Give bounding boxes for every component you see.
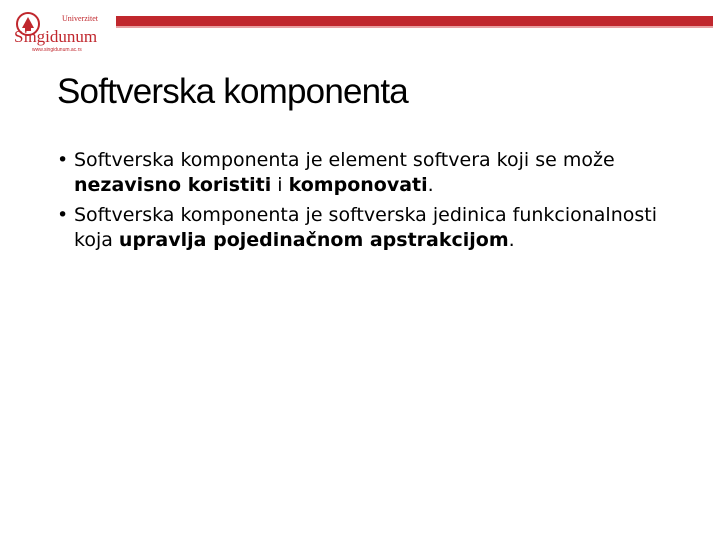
bullet-icon: •: [57, 149, 69, 171]
bullet-item: [57, 148, 677, 198]
bullet-text: i: [271, 174, 289, 196]
university-logo: [12, 10, 112, 54]
bullet-list: [57, 148, 677, 258]
slide-title: Softverska komponenta: [57, 72, 408, 111]
logo-line3: www.singidunum.ac.rs: [32, 47, 82, 53]
bullet-icon: •: [57, 204, 69, 226]
logo-line2: Singidunum: [14, 27, 98, 46]
header-accent-bar: [116, 16, 713, 26]
bullet-text: .: [508, 229, 515, 251]
bullet-bold-text: komponovati: [288, 174, 428, 196]
logo-line1: Univerzitet: [62, 14, 98, 23]
header-accent-bar-shadow: [116, 26, 713, 28]
bullet-bold-text: nezavisno koristiti: [74, 174, 272, 196]
singidunum-logo-icon: [12, 10, 112, 54]
bullet-item: [57, 203, 677, 253]
bullet-text: Softverska komponenta je element softvera koji se može: [74, 149, 615, 171]
bullet-text: Softverska komponenta je softverska jedinica funkcionalnosti koja: [74, 204, 658, 251]
bullet-bold-text: upravlja pojedinačnom apstrakcijom: [118, 229, 509, 251]
bullet-text: .: [427, 174, 434, 196]
